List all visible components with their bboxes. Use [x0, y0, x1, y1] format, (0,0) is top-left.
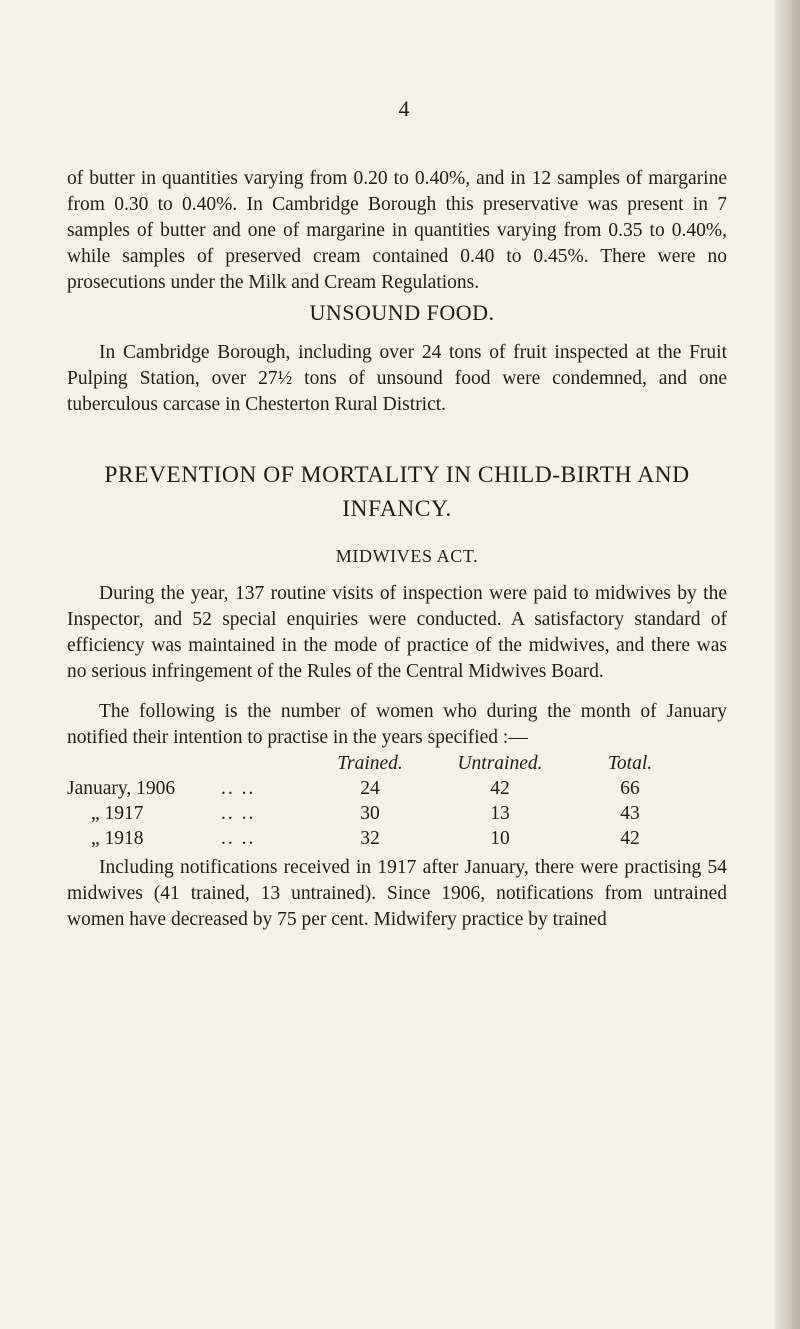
document-page: [67, 96, 727, 933]
row-label: „ 1917: [91, 803, 144, 824]
cell-total: 42: [620, 828, 640, 849]
cell-untrained: 13: [490, 803, 510, 824]
heading-unsound-food: UNSOUND FOOD.: [309, 300, 495, 325]
paragraph-inspection-visits: During the year, 137 routine visits of inspection were paid to midwives by the Inspector, and 52 special enquiries were conducted. A satisfactory standard of efficiency was maintained in the mode of practice of the midwives, and there was no serious infringement of the Rules of the Central Midwives Board.: [67, 583, 727, 682]
heading-prevention-of-mortality: PREVENTION OF MORTALITY IN CHILD-BIRTH AND INFANCY.: [104, 462, 690, 522]
paragraph-unsound-food: In Cambridge Borough, including over 24 tons of fruit inspected at the Fruit Pulping Station, over 27½ tons of unsound food were condemned, and one tuberculous carcase in Chesterton Rural District.: [67, 342, 727, 415]
paragraph-preservatives: of butter in quantities varying from 0.20 to 0.40%, and in 12 samples of margarine from 0.30 to 0.40%. In Cambridge Borough this preservative was present in 7 samples of butter and one of margarine in quantities varying from 0.35 to 0.40%, while samples of preserved cream contained 0.40 to 0.45%. There were no prosecutions under the Milk and Cream Regulations.: [67, 168, 727, 293]
row-leader: .. ..: [221, 803, 256, 824]
column-header-trained: Trained.: [337, 753, 403, 774]
table-row: [67, 776, 685, 801]
cell-untrained: 10: [490, 828, 510, 849]
page-number: 4: [398, 96, 410, 121]
cell-trained: 32: [360, 828, 380, 849]
page-edge: [774, 0, 800, 1329]
cell-total: 43: [620, 803, 640, 824]
row-label: „ 1918: [91, 828, 144, 849]
row-leader: .. ..: [221, 828, 256, 849]
cell-trained: 30: [360, 803, 380, 824]
heading-midwives-act: MIDWIVES ACT.: [335, 546, 479, 566]
table-header-row: [67, 751, 685, 776]
table-row: [67, 801, 685, 826]
column-header-total: Total.: [607, 753, 653, 774]
cell-trained: 24: [360, 778, 380, 799]
cell-total: 66: [620, 778, 640, 799]
paragraph-practising-midwives: Including notifications received in 1917 after January, there were practising 54 midwives (41 trained, 13 untrained). Since 1906, notifications from untrained women have decreased by 75 per cent. Midwifery practice by trained: [67, 857, 727, 930]
row-leader: .. ..: [221, 778, 256, 799]
table-row: [67, 826, 685, 851]
column-header-untrained: Untrained.: [457, 753, 543, 774]
row-label: January, 1906: [67, 778, 176, 799]
notifications-table: [67, 751, 685, 851]
paragraph-notifications-intro: The following is the number of women who during the month of January notified their intention to practise in the years specified :—: [67, 701, 727, 748]
cell-untrained: 42: [490, 778, 510, 799]
